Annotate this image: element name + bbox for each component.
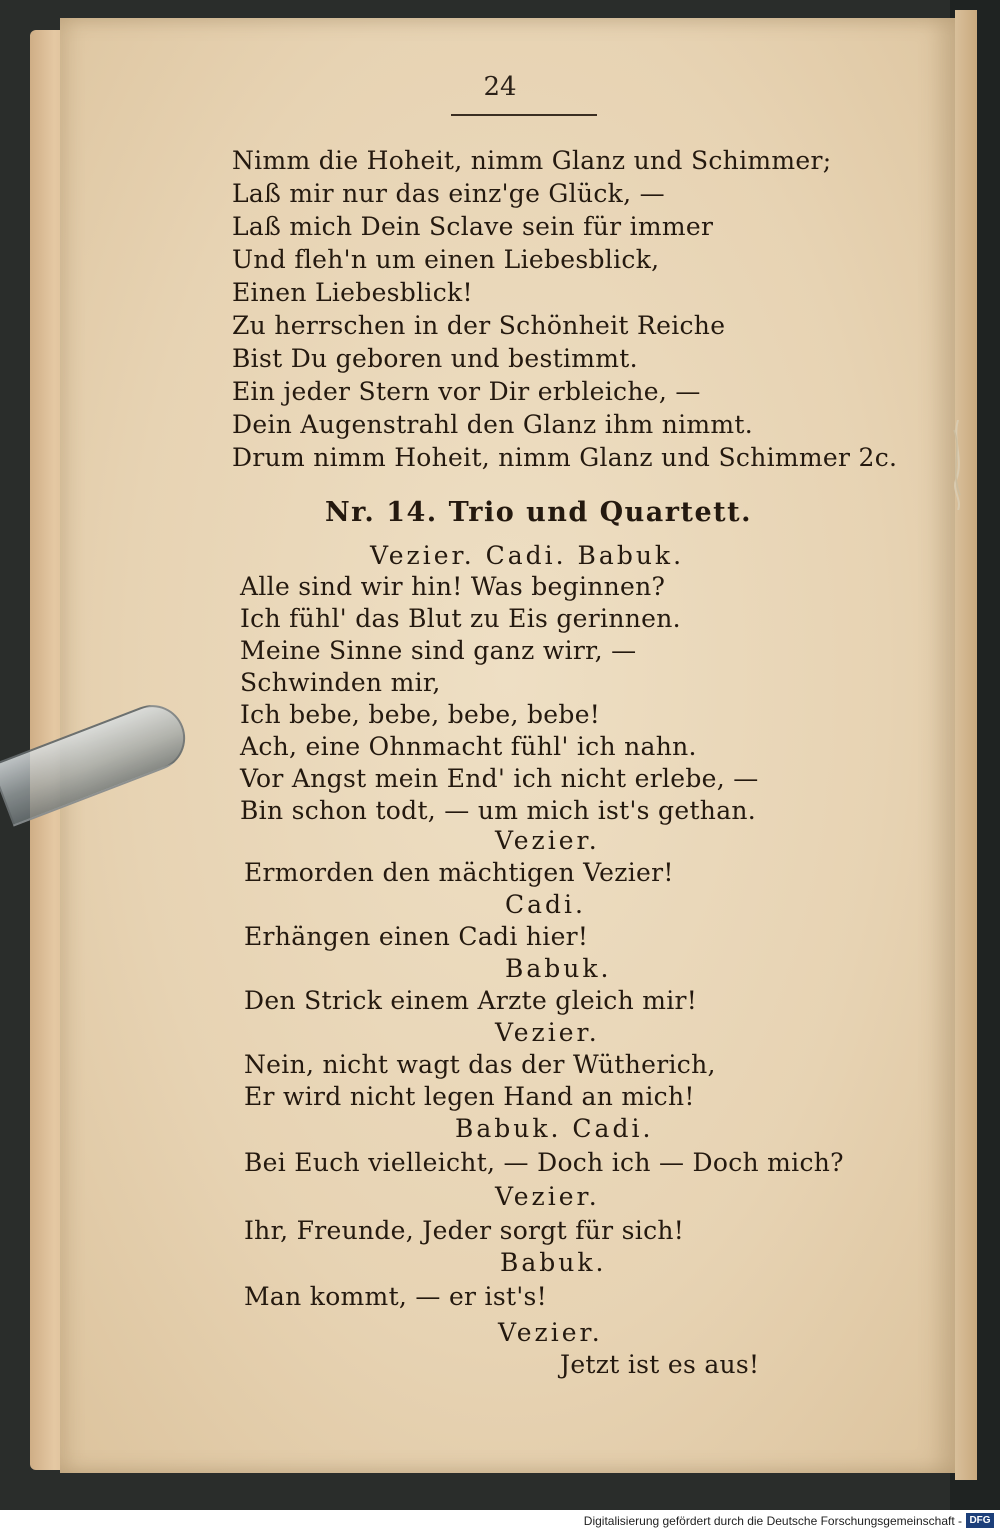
- speakers-intro: Vezier. Cadi. Babuk.: [370, 541, 685, 570]
- verse-line: Laß mir nur das einz'ge Glück, —: [232, 179, 665, 208]
- speaker-name: Cadi.: [505, 890, 586, 919]
- speaker-name: Babuk.: [505, 954, 612, 983]
- verse-line: Ich fühl' das Blut zu Eis gerinnen.: [240, 604, 681, 633]
- verse-line: Ich bebe, bebe, bebe, bebe!: [240, 700, 601, 729]
- speaker-name: Vezier.: [495, 1018, 600, 1047]
- verse-line: Dein Augenstrahl den Glanz ihm nimmt.: [232, 410, 753, 439]
- verse-line: Nimm die Hoheit, nimm Glanz und Schimmer;: [232, 146, 832, 175]
- speaker-name: Vezier.: [495, 1182, 600, 1211]
- speaker-name: Vezier.: [495, 826, 600, 855]
- verse-line: Erhängen einen Cadi hier!: [244, 922, 589, 951]
- page-number: 24: [483, 72, 517, 102]
- verse-line: Laß mich Dein Sclave sein für immer: [232, 212, 714, 241]
- verse-line: Bei Euch vielleicht, — Doch ich — Doch mich?: [244, 1148, 844, 1177]
- verse-line: Ermorden den mächtigen Vezier!: [244, 858, 674, 887]
- verse-line: Einen Liebesblick!: [232, 278, 473, 307]
- verse-line: Vor Angst mein End' ich nicht erlebe, —: [240, 764, 759, 793]
- section-heading: Nr. 14. Trio und Quartett.: [325, 497, 753, 528]
- verse-line: Nein, nicht wagt das der Wütherich,: [244, 1050, 716, 1079]
- verse-line: Meine Sinne sind ganz wirr, —: [240, 636, 637, 665]
- verse-line: Ach, eine Ohnmacht fühl' ich nahn.: [240, 732, 697, 761]
- verse-line: Drum nimm Hoheit, nimm Glanz und Schimmer 2c.: [232, 443, 898, 472]
- speaker-name: Vezier.: [498, 1318, 603, 1347]
- verse-line: Jetzt ist es aus!: [560, 1350, 760, 1379]
- verse-line: Und fleh'n um einen Liebesblick,: [232, 245, 660, 274]
- dfg-logo: DFG: [966, 1513, 994, 1528]
- verse-line: Ihr, Freunde, Jeder sorgt für sich!: [244, 1216, 685, 1245]
- verse-line: Schwinden mir,: [240, 668, 441, 697]
- verse-line: Man kommt, — er ist's!: [244, 1282, 547, 1311]
- speaker-name: Babuk. Cadi.: [455, 1114, 654, 1143]
- verse-line: Bin schon todt, — um mich ist's gethan.: [240, 796, 757, 825]
- funding-notice: Digitalisierung gefördert durch die Deutsche Forschungsgemeinschaft -: [583, 1514, 962, 1528]
- verse-line: Zu herrschen in der Schönheit Reiche: [232, 311, 726, 340]
- verse-line: Ein jeder Stern vor Dir erbleiche, —: [232, 377, 701, 406]
- binding-thread: [948, 420, 968, 510]
- verse-line: Bist Du geboren und bestimmt.: [232, 344, 638, 373]
- page-number-rule: [451, 114, 597, 116]
- next-page-edge: [955, 10, 977, 1480]
- speaker-name: Babuk.: [500, 1248, 607, 1277]
- verse-line: Alle sind wir hin! Was beginnen?: [240, 572, 666, 601]
- verse-line: Er wird nicht legen Hand an mich!: [244, 1082, 695, 1111]
- verse-line: Den Strick einem Arzte gleich mir!: [244, 986, 698, 1015]
